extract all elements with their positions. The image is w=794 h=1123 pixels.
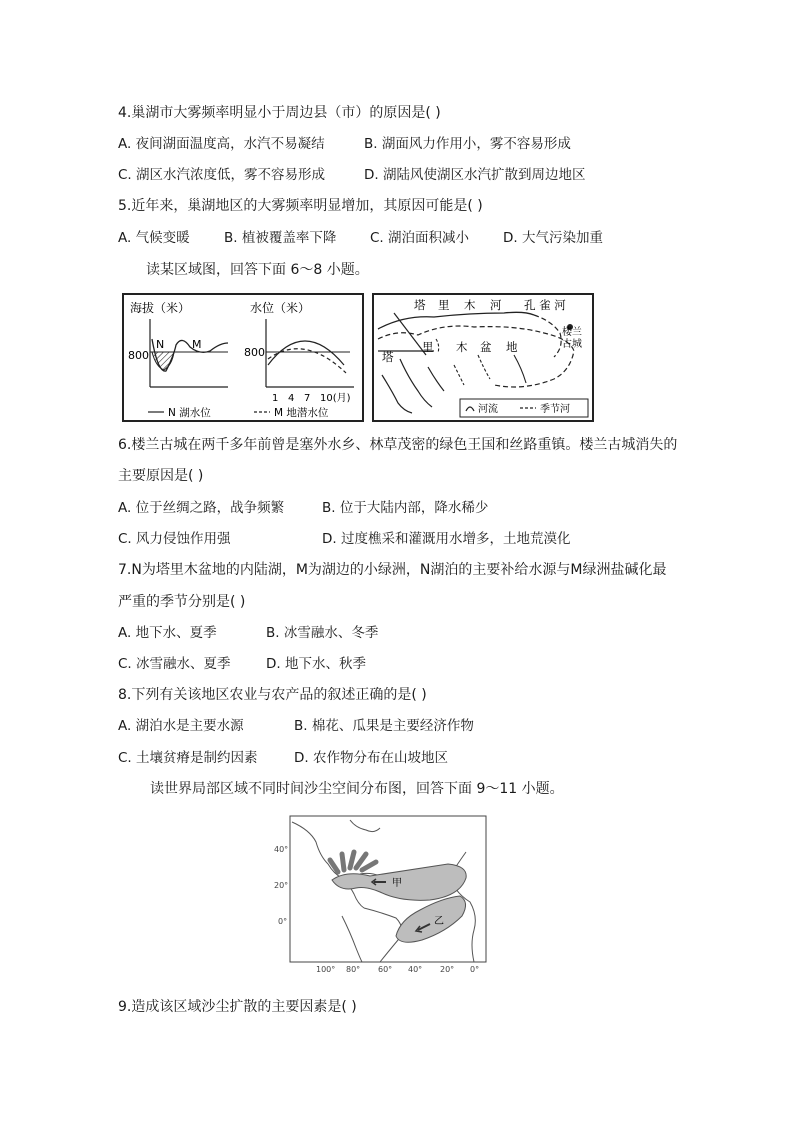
basin-char-5: 地 bbox=[506, 340, 518, 354]
q5-option-d: D. 大气污染加重 bbox=[503, 230, 603, 246]
lon-100: 100° bbox=[316, 965, 336, 974]
basin-char-1: 塔 bbox=[382, 350, 394, 364]
lat-0: 0° bbox=[278, 917, 288, 926]
legend-river-text: 河流 bbox=[478, 404, 498, 415]
tarim-basin-map bbox=[372, 293, 594, 422]
lon-20: 20° bbox=[440, 965, 455, 974]
label-ta-top: 塔 bbox=[414, 298, 426, 312]
q7-option-c: C. 冰雪融水、夏季 bbox=[118, 656, 231, 672]
label-kongque: 孔 雀 河 bbox=[524, 298, 566, 312]
q5-option-b: B. 植被覆盖率下降 bbox=[224, 230, 337, 246]
right-tick-800: 800 bbox=[244, 346, 265, 359]
month-7: 7 bbox=[304, 393, 311, 404]
left-tick-800: 800 bbox=[128, 349, 149, 362]
q4-option-b: B. 湖面风力作用小，雾不容易形成 bbox=[364, 136, 571, 152]
label-m: M bbox=[192, 338, 202, 351]
q6-stem-line1: 6.楼兰古城在两千多年前曾是塞外水乡、林草茂密的绿色王国和丝路重镇。楼兰古城消失的 bbox=[118, 437, 678, 453]
label-mu-top: 木 bbox=[464, 298, 476, 312]
q8-option-c: C. 土壤贫瘠是制约因素 bbox=[118, 750, 258, 766]
q7-stem-line2: 严重的季节分别是( ) bbox=[118, 594, 246, 610]
lon-80: 80° bbox=[346, 965, 361, 974]
legend-m-text: M 地潜水位 bbox=[274, 407, 329, 419]
intro-9-11: 读世界局部区域不同时间沙尘空间分布图，回答下面 9～11 小题。 bbox=[150, 781, 564, 797]
label-li-top: 里 bbox=[438, 298, 450, 312]
basin-char-4: 盆 bbox=[480, 340, 492, 354]
q8-option-a: A. 湖泊水是主要水源 bbox=[118, 718, 244, 734]
q4-stem: 4.巢湖市大雾频率明显小于周边县（市）的原因是( ) bbox=[118, 105, 441, 121]
seasonal-river-3 bbox=[436, 339, 439, 353]
elevation-waterlevel-svg bbox=[124, 295, 362, 420]
lon-0: 0° bbox=[470, 965, 480, 974]
dust-distribution-figure bbox=[270, 812, 508, 976]
lat-40: 40° bbox=[274, 845, 289, 854]
month-1: 1 bbox=[272, 393, 279, 404]
q8-stem: 8.下列有关该地区农业与农产品的叙述正确的是( ) bbox=[118, 687, 427, 703]
legend-seasonal-text: 季节河 bbox=[540, 404, 570, 415]
lat-20: 20° bbox=[274, 881, 289, 890]
lon-40: 40° bbox=[408, 965, 423, 974]
q8-option-b: B. 棉花、瓜果是主要经济作物 bbox=[294, 718, 474, 734]
basin-char-3: 木 bbox=[456, 340, 468, 354]
legend-n-text: N 湖水位 bbox=[168, 407, 211, 419]
lake-level-curve bbox=[268, 341, 344, 365]
q5-option-a: A. 气候变暖 bbox=[118, 230, 190, 246]
lon-60: 60° bbox=[378, 965, 393, 974]
elevation-waterlevel-figure bbox=[122, 293, 364, 422]
q6-option-c: C. 风力侵蚀作用强 bbox=[118, 531, 231, 547]
basin-outline bbox=[378, 326, 574, 387]
q6-option-a: A. 位于丝绸之路，战争频繁 bbox=[118, 500, 285, 516]
south-river-4 bbox=[514, 355, 526, 383]
label-he-top: 河 bbox=[490, 298, 502, 312]
label-n: N bbox=[156, 338, 165, 351]
q7-stem-line1: 7.N为塔里木盆地的内陆湖，M为湖边的小绿洲，N湖泊的主要补给水源与M绿洲盐碱化最 bbox=[118, 562, 667, 578]
month-10: 10(月) bbox=[320, 393, 351, 404]
q6-option-d: D. 过度樵采和灌溉用水增多，土地荒漠化 bbox=[322, 531, 571, 547]
label-jia: 甲 bbox=[392, 878, 402, 889]
label-loulan: 楼兰古城 bbox=[562, 327, 582, 350]
south-river-2 bbox=[400, 359, 432, 407]
dust-arrow-2 bbox=[342, 854, 344, 870]
label-yi: 乙 bbox=[434, 916, 444, 927]
q7-option-a: A. 地下水、夏季 bbox=[118, 625, 217, 641]
seasonal-river-1 bbox=[454, 365, 464, 385]
left-ylabel: 海拔（米） bbox=[130, 301, 191, 315]
q7-option-b: B. 冰雪融水、冬季 bbox=[266, 625, 379, 641]
right-ylabel: 水位（米） bbox=[250, 301, 311, 315]
q9-stem: 9.造成该区域沙尘扩散的主要因素是( ) bbox=[118, 999, 357, 1015]
q5-option-c: C. 湖泊面积减小 bbox=[370, 230, 470, 246]
q4-option-c: C. 湖区水汽浓度低，雾不容易形成 bbox=[118, 167, 326, 183]
q4-option-a: A. 夜间湖面温度高，水汽不易凝结 bbox=[118, 136, 325, 152]
q7-option-d: D. 地下水、秋季 bbox=[266, 656, 366, 672]
q4-option-d: D. 湖陆风使湖区水汽扩散到周边地区 bbox=[364, 167, 586, 183]
south-river-1 bbox=[382, 375, 412, 413]
q6-stem-line2: 主要原因是( ) bbox=[118, 468, 204, 484]
q5-stem: 5.近年来，巢湖地区的大雾频率明显增加，其原因可能是( ) bbox=[118, 198, 483, 214]
seasonal-river-2 bbox=[478, 355, 490, 379]
south-river-3 bbox=[428, 367, 444, 391]
intro-6-8: 读某区域图，回答下面 6～8 小题。 bbox=[146, 262, 369, 278]
month-4: 4 bbox=[288, 393, 295, 404]
dust-distribution-svg bbox=[270, 812, 508, 976]
tarim-basin-svg bbox=[374, 295, 592, 420]
basin-char-2: 里 bbox=[422, 340, 434, 354]
q6-option-b: B. 位于大陆内部，降水稀少 bbox=[322, 500, 489, 516]
kongque-river bbox=[534, 315, 561, 357]
q8-option-d: D. 农作物分布在山坡地区 bbox=[294, 750, 448, 766]
